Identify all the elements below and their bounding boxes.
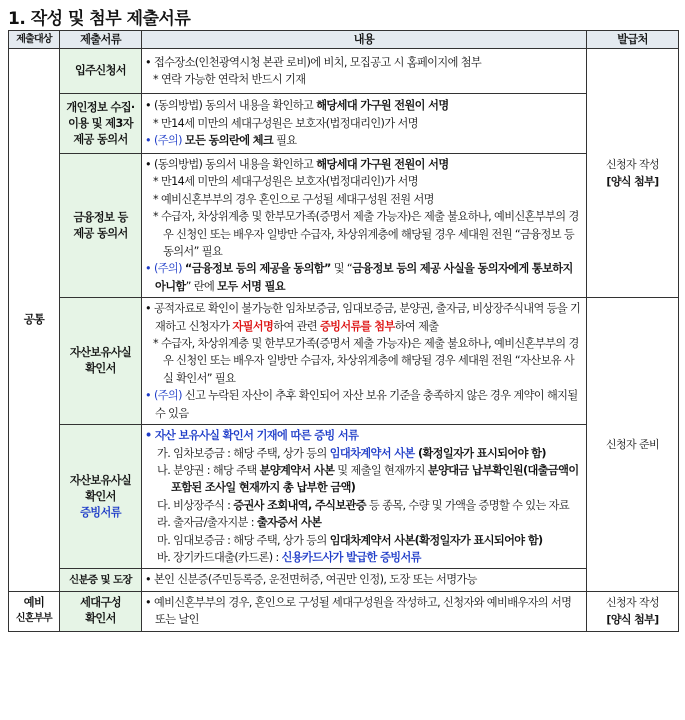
text: 가. 임차보증금 : 해당 주택, 상가 등의 — [157, 446, 330, 460]
text-note: • (주의) — [145, 389, 185, 403]
issuer-form-attached: [양식 첨부] — [606, 175, 659, 189]
content-line — [145, 532, 583, 549]
text: 및 “ — [330, 262, 353, 276]
table-row — [9, 591, 679, 631]
header-row — [9, 31, 679, 49]
doc-label-line: 자산보유사실 — [69, 473, 132, 487]
doc-label-line: 세대구성 — [80, 596, 121, 610]
content-line — [145, 97, 583, 114]
header-documents: 제출서류 — [60, 31, 142, 49]
text-red: 증빙서류를 첨부 — [319, 319, 395, 333]
issuer-label: 신청자 준비 — [605, 438, 660, 451]
issuer-cell — [587, 49, 679, 298]
content-line: * 예비신혼부부의 경우 혼인으로 구성될 세대구성원 전원 서명 — [153, 192, 434, 206]
doc-label-line: 증빙서류 — [80, 505, 121, 519]
table-row — [9, 94, 679, 154]
content-line — [145, 445, 583, 462]
text-bold: 모두 서명 필요 — [217, 279, 285, 293]
table-row — [9, 425, 679, 569]
text: ” 란에 — [185, 279, 218, 293]
content-asset-confirmation — [142, 298, 587, 425]
content-line: • 예비신혼부부의 경우, 혼인으로 구성될 세대구성원을 작성하고, 신청자와 예비배우자의 서명 또는 날인 — [145, 595, 572, 627]
content-asset-evidence — [142, 425, 587, 569]
document-table — [8, 30, 679, 632]
issuer-cell — [587, 591, 679, 631]
text: 하여 제출 — [394, 319, 439, 333]
text-bold: 해당세대 가구원 전원이 서명 — [316, 158, 449, 171]
text-bold: 해당세대 가구원 전원이 서명 — [316, 99, 449, 113]
text-bold: 임대차계약서 사본 — [329, 446, 418, 460]
doc-label-line: 제공 동의서 — [73, 226, 128, 240]
doc-label-line: 금융정보 등 — [73, 210, 128, 224]
content-line — [145, 497, 583, 514]
text: 등 종목, 수량 및 가액을 증명할 수 있는 자료 — [365, 498, 570, 512]
text: 라. 출자금/출자지분 : — [157, 516, 257, 530]
content-line: * 만14세 미만의 세대구성원은 보호자(법정대리인)가 서명 — [153, 116, 418, 130]
target-label-line: 예비 — [23, 596, 45, 610]
target-spouse — [9, 591, 60, 631]
content-line: * 수급자, 차상위계층 및 한부모가족(증명서 제출 가능자)은 제출 불요하나, 예비신혼부부의 경우 신청인 또는 배우자 일방만 수급자, 차상위계층에 해당될 경우 세대원 전원 “금융정보 등 동의서” 필요 — [153, 210, 579, 259]
table-row — [9, 154, 679, 298]
table-row — [9, 298, 679, 425]
content-line — [145, 462, 583, 497]
text-red: 자필서명 — [232, 319, 274, 333]
doc-financial-consent — [60, 154, 142, 298]
text-bold: 증권사 조회내역, 주식보관증 — [233, 498, 366, 512]
text: • 공적자료로 확인이 불가능한 임차보증금, 임대보증금, 분양권, 출자금, 비상장주식내역 등을 기재하고 신청자가 — [145, 302, 581, 333]
text: 신고 누락된 자산이 추후 확인되어 자산 보유 기준을 충족하지 않은 경우 계약이 해지될 수 있음 — [155, 389, 578, 420]
doc-label-line: 확인서 — [85, 612, 116, 626]
content-line: * 수급자, 차상위계층 및 한부모가족(증명서 제출 가능자)은 제출 불요하나, 예비신혼부부의 경우 신청인 또는 배우자 일방만 수급자, 차상위계층에 해당될 경우 세대원 전원 “자산보유 사실 확인서” 필요 — [153, 337, 579, 385]
content-line: • 본인 신분증(주민등록증, 운전면허증, 여권만 인정), 도장 또는 서명가능 — [145, 573, 477, 587]
header-content: 내용 — [142, 31, 587, 49]
content-application-form — [142, 49, 587, 94]
text: 하여 관련 — [273, 319, 320, 333]
header-target: 제출대상 — [9, 31, 60, 49]
text-bold: 모든 동의란에 체크 — [184, 134, 274, 148]
content-line — [145, 260, 583, 295]
text: 다. 비상장주식 : — [157, 498, 234, 512]
text-bold: “금융정보 등의 제공을 동의함” — [184, 262, 331, 276]
content-privacy-consent — [142, 94, 587, 154]
issuer-cell — [587, 298, 679, 592]
doc-household-confirmation — [60, 591, 142, 631]
text: 나. 분양권 : 해당 주택 — [157, 463, 260, 477]
text-bold: 분양대금 납부확인원(대출금액이 포함된 조사일 현재까지 총 납부한 금액) — [171, 463, 579, 495]
text-note: • (주의) — [145, 262, 185, 276]
content-line — [145, 549, 583, 566]
target-common: 공통 — [9, 49, 60, 592]
table-row — [9, 569, 679, 591]
table-row — [9, 49, 679, 94]
content-line: • 자산 보유사실 확인서 기재에 따른 증빙 서류 — [145, 429, 359, 443]
issuer-form-attached: [양식 첨부] — [606, 613, 659, 627]
text: • (동의방법) 동의서 내용을 확인하고 — [145, 158, 317, 171]
target-label-line: 신혼부부 — [15, 613, 53, 625]
text: 마. 임대보증금 : 해당 주택, 상가 등의 — [157, 533, 330, 547]
content-financial-consent — [142, 154, 587, 298]
text: 필요 — [273, 134, 297, 148]
text: 바. 장기카드대출(카드론) : — [157, 550, 282, 564]
text-bold: 출자증서 사본 — [256, 516, 322, 530]
content-line: • 접수장소(인천광역시청 본관 로비)에 비치, 모집공고 시 홈페이지에 첨부 — [145, 55, 482, 69]
text-bold: 금융정보 등의 제공 사실을 동의자에게 통보하지 아니함 — [155, 262, 573, 293]
text-bold: 분양계약서 사본 — [259, 463, 335, 477]
doc-asset-confirmation — [60, 298, 142, 425]
content-line — [145, 132, 583, 149]
content-line — [145, 514, 583, 531]
doc-id-and-seal: 신분증 및 도장 — [60, 569, 142, 591]
issuer-label: 신청자 작성 — [605, 158, 660, 172]
doc-label-line: 이용 및 제3자 — [68, 116, 133, 130]
header-issuer: 발급처 — [587, 31, 679, 49]
text-note: • (주의) — [145, 134, 185, 148]
content-id-and-seal — [142, 569, 587, 591]
content-line: * 연락 가능한 연락처 반드시 기재 — [153, 73, 306, 86]
doc-label-line: 자산보유사실 — [69, 346, 132, 360]
content-line — [145, 387, 583, 422]
text-bold: 신용카드사가 발급한 증빙서류 — [281, 550, 421, 564]
text-bold: (확정일자가 표시되어야 함) — [417, 446, 546, 460]
text: 및 제출일 현재까지 — [334, 463, 428, 477]
content-line — [145, 156, 583, 173]
text: • (동의방법) 동의서 내용을 확인하고 — [145, 99, 317, 113]
doc-application-form: 입주신청서 — [60, 49, 142, 94]
doc-label-line: 확인서 — [85, 489, 116, 503]
doc-asset-evidence — [60, 425, 142, 569]
doc-privacy-consent — [60, 94, 142, 154]
doc-label-line: 개인정보 수집· — [66, 100, 135, 114]
content-line: * 만14세 미만의 세대구성원은 보호자(법정대리인)가 서명 — [153, 175, 418, 189]
issuer-label: 신청자 작성 — [605, 596, 660, 610]
page-title: 1. 작성 및 첨부 제출서류 — [8, 9, 191, 29]
text-bold: 임대차계약서 사본(확정일자가 표시되어야 함) — [329, 533, 543, 547]
doc-label-line: 확인서 — [85, 362, 116, 376]
content-line — [145, 300, 583, 335]
content-household-confirmation — [142, 591, 587, 631]
doc-label-line: 제공 동의서 — [73, 132, 128, 146]
